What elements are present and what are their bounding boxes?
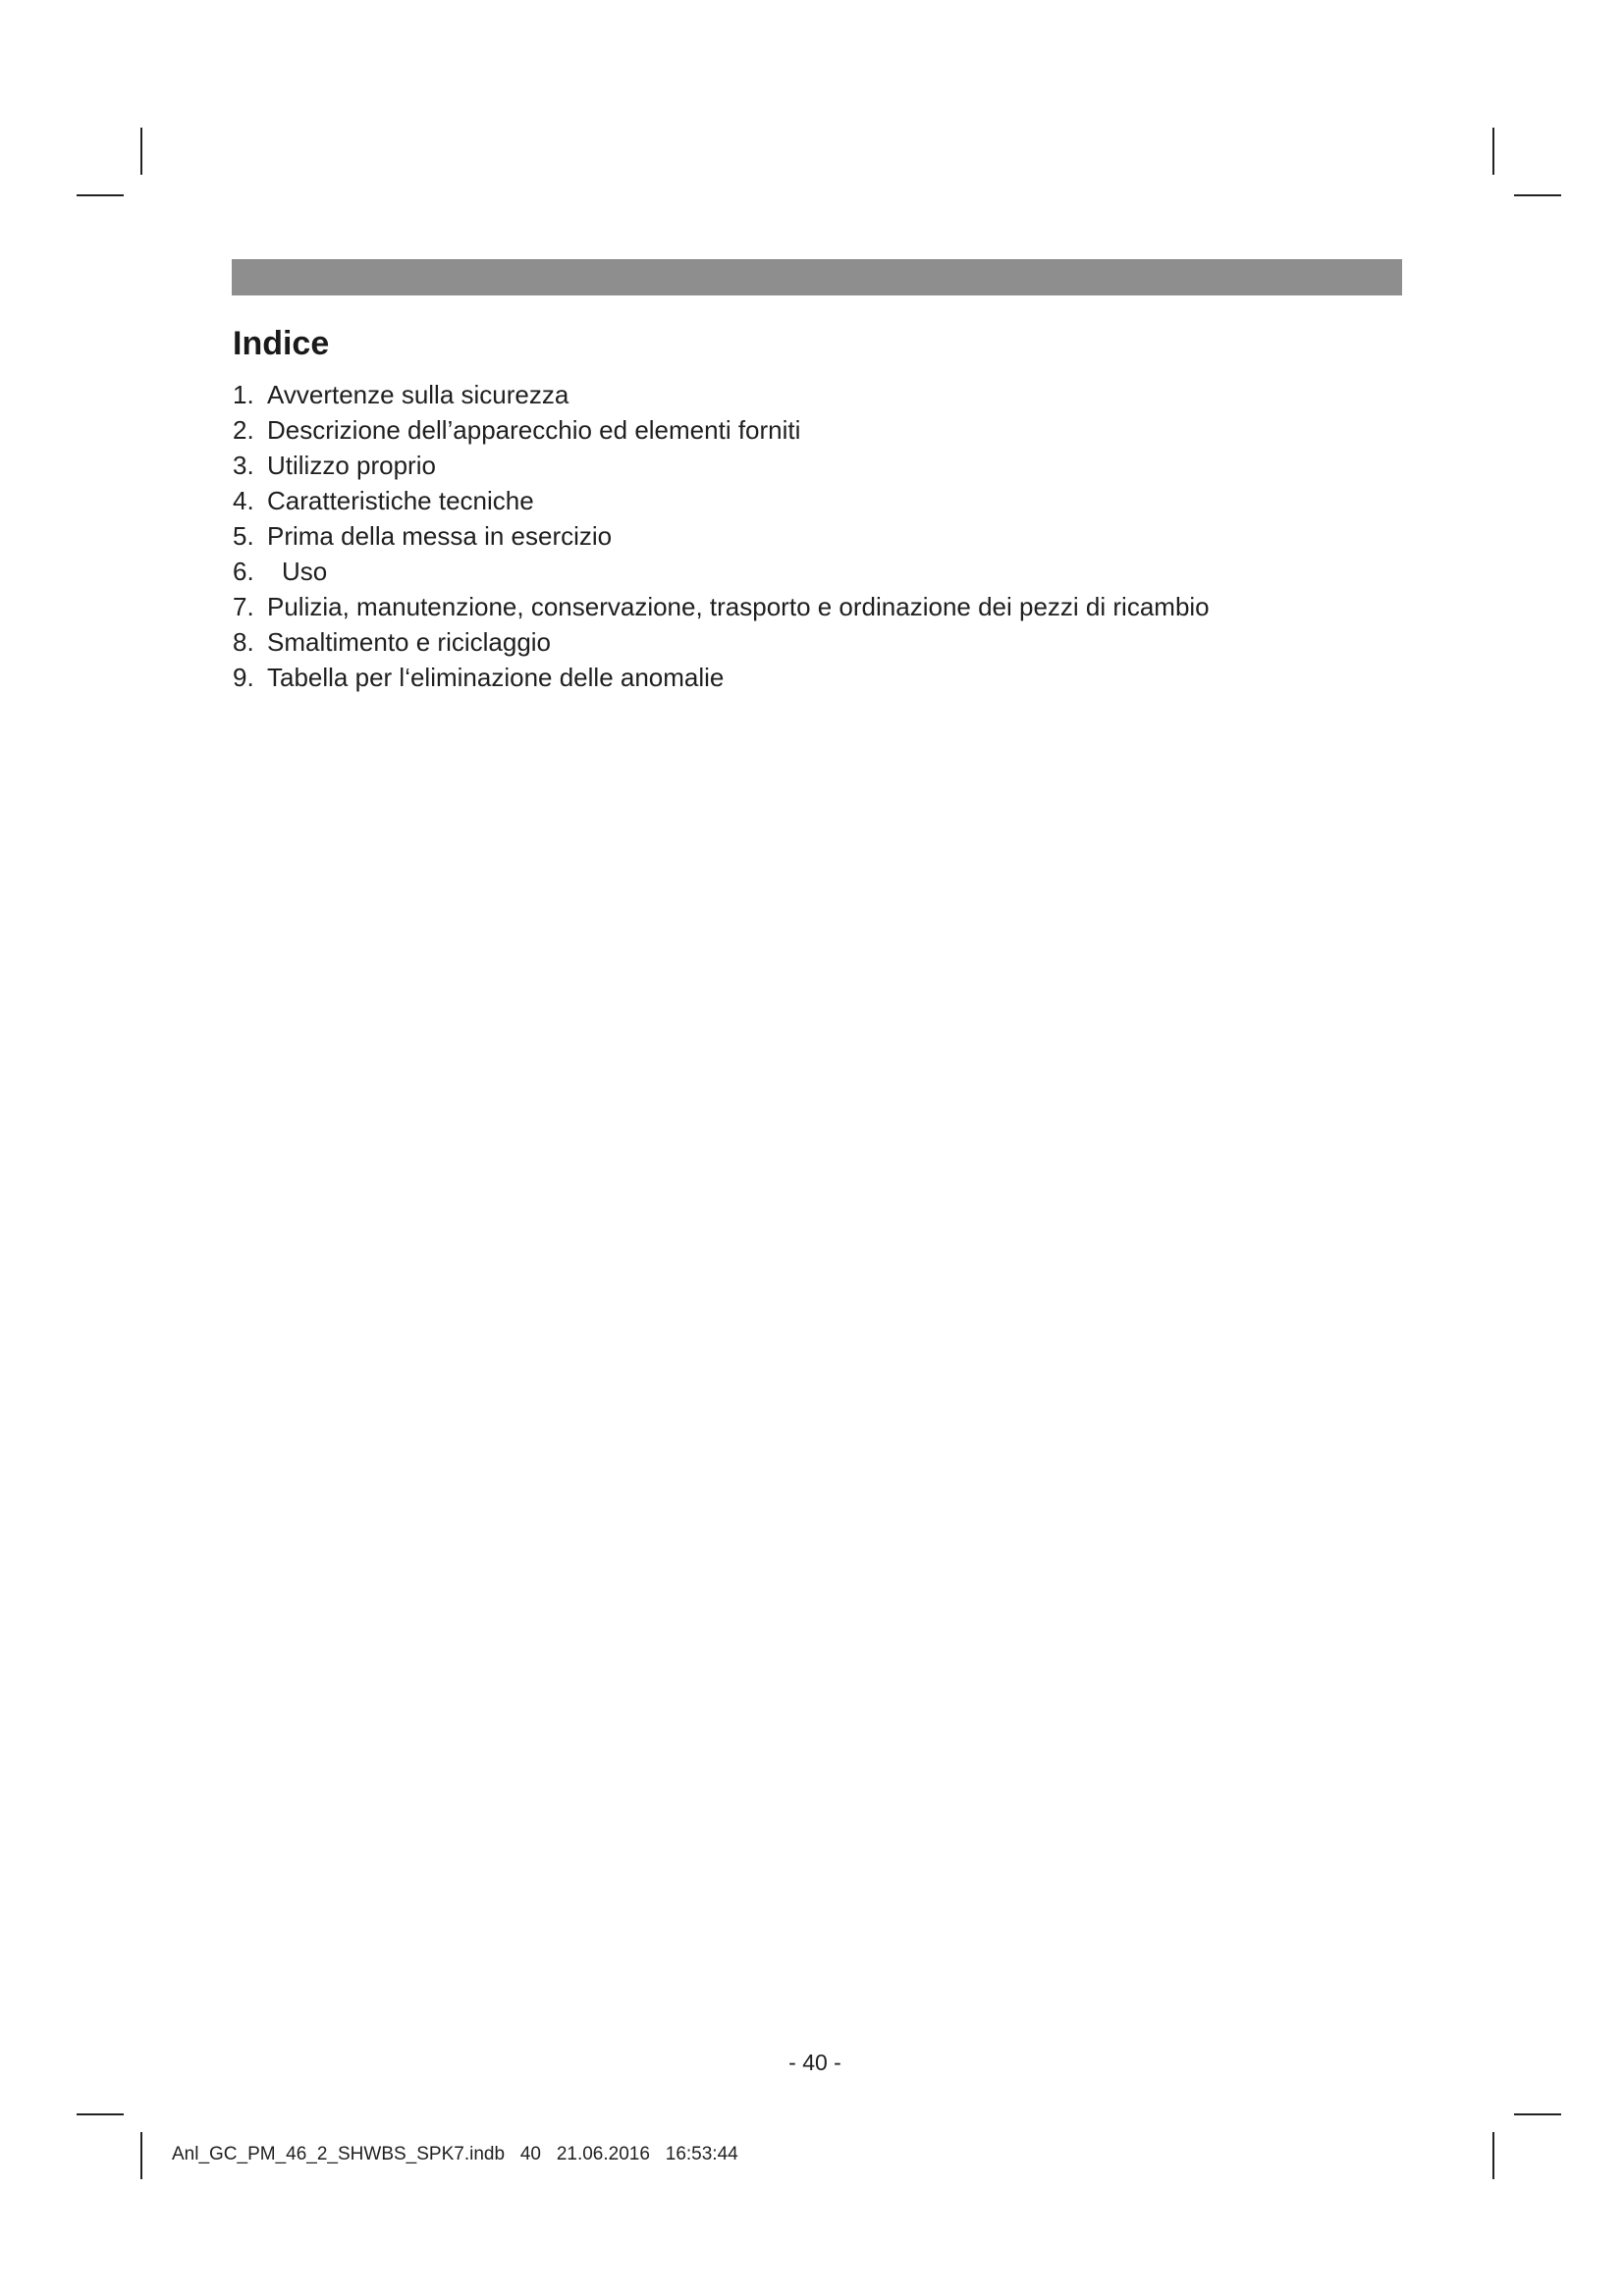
toc-item-number: 7. — [233, 592, 254, 621]
toc-item-number: 4. — [233, 486, 254, 515]
toc-item-label: Prima della messa in esercizio — [267, 521, 613, 551]
toc-item-number: 8. — [233, 627, 254, 657]
header-bar — [232, 259, 1402, 295]
toc-item — [233, 448, 1210, 483]
toc-item-label: Uso — [282, 557, 328, 586]
toc-item — [233, 483, 1210, 518]
toc-item-number: 9. — [233, 663, 254, 692]
toc-item-label: Smaltimento e riciclaggio — [267, 627, 552, 657]
toc-item-number: 1. — [233, 380, 254, 409]
toc-item — [233, 589, 1210, 624]
toc-item-number: 6. — [233, 557, 254, 586]
page-title: Indice — [233, 325, 330, 362]
toc-item-label: Descrizione dell’apparecchio ed elementi forniti — [267, 415, 801, 445]
toc-item — [233, 412, 1210, 448]
toc-item-label: Caratteristiche tecniche — [267, 486, 534, 515]
toc-item-label: Utilizzo proprio — [267, 451, 436, 480]
toc-item-number: 5. — [233, 521, 254, 551]
crop-mark-bottom-left-vertical — [140, 2132, 142, 2179]
crop-mark-top-right-vertical — [1492, 128, 1494, 175]
toc-item — [233, 554, 1210, 589]
crop-mark-top-left-vertical — [140, 128, 142, 175]
toc-item-number: 2. — [233, 415, 254, 445]
crop-mark-bottom-right-vertical — [1492, 2132, 1494, 2179]
toc-item-label: Avvertenze sulla sicurezza — [267, 380, 569, 409]
toc-item — [233, 624, 1210, 660]
print-slug: Anl_GC_PM_46_2_SHWBS_SPK7.indb 40 21.06.2016 16:53:44 — [172, 2144, 738, 2164]
toc-item — [233, 377, 1210, 412]
crop-mark-top-right-horizontal — [1514, 194, 1561, 196]
page-number: - 40 - — [788, 2050, 841, 2075]
crop-mark-top-left-horizontal — [77, 194, 124, 196]
toc-item-label: Pulizia, manutenzione, conservazione, trasporto e ordinazione dei pezzi di ricambio — [267, 592, 1210, 621]
toc-item — [233, 660, 1210, 695]
toc-list — [233, 377, 1210, 695]
toc-item-label: Tabella per l‘eliminazione delle anomalie — [267, 663, 725, 692]
toc-item-number: 3. — [233, 451, 254, 480]
crop-mark-bottom-right-horizontal — [1514, 2113, 1561, 2115]
toc-item — [233, 518, 1210, 554]
crop-mark-bottom-left-horizontal — [77, 2113, 124, 2115]
